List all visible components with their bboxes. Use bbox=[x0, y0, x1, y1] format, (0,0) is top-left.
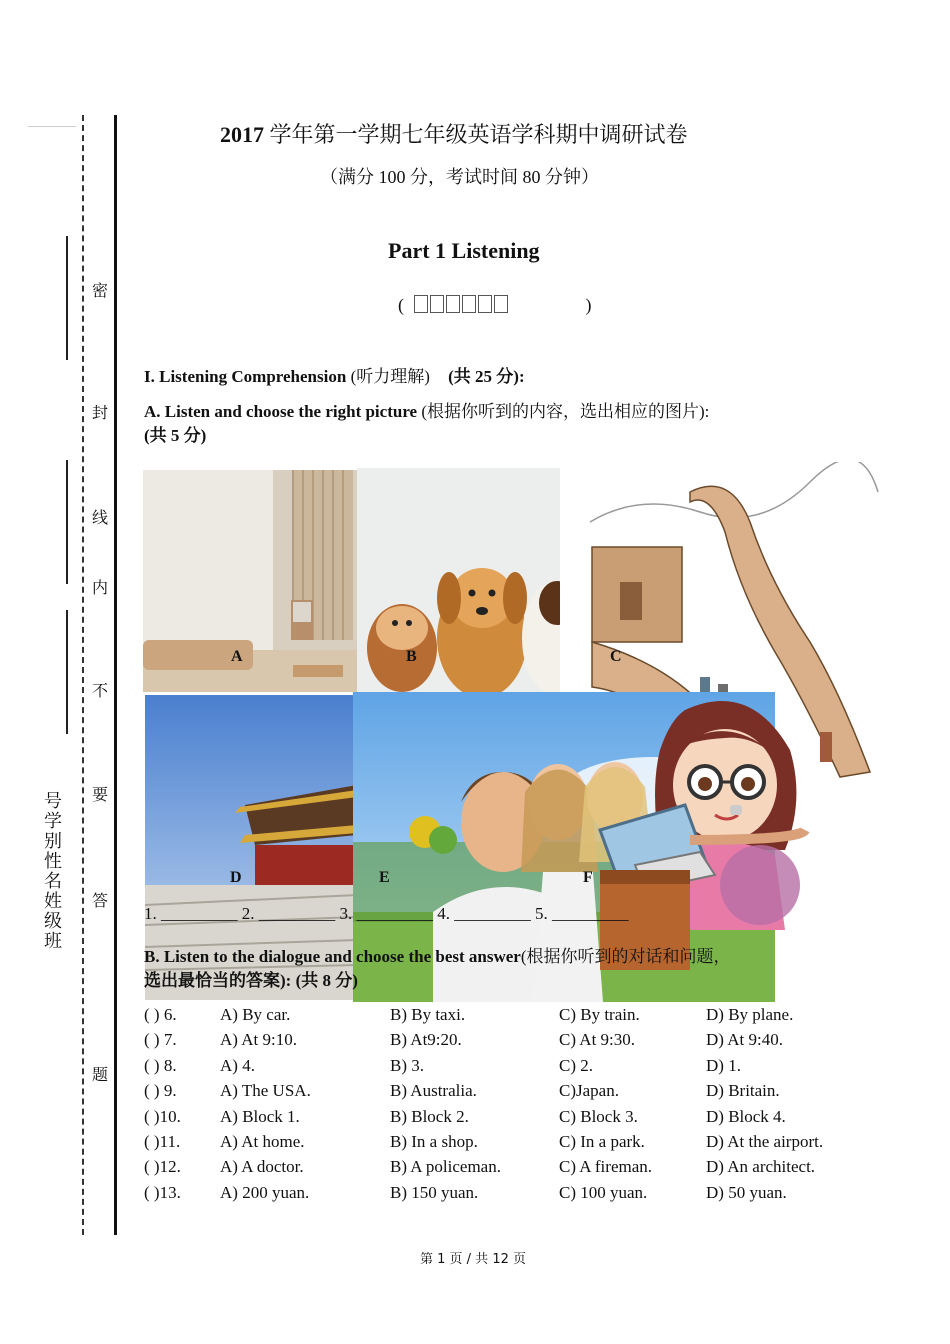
name-field-line-2 bbox=[66, 460, 68, 584]
answer-option-d: D) At 9:40. bbox=[706, 1030, 783, 1050]
picture-a-bedroom bbox=[143, 470, 357, 692]
question-number-bracket[interactable]: ( )12. bbox=[144, 1157, 181, 1177]
picture-label: B bbox=[406, 648, 417, 665]
section-b-heading: B. Listen to the dialogue and choose the best answer(根据你听到的对话和问题， bbox=[144, 947, 731, 966]
exam-title bbox=[220, 118, 688, 149]
question-number-bracket[interactable]: ( ) 9. bbox=[144, 1081, 177, 1101]
question-row bbox=[144, 1030, 864, 1052]
section-1-heading: I. Listening Comprehension (听力理解) (共 25 分): bbox=[144, 367, 525, 386]
answer-option-c: C) At 9:30. bbox=[559, 1030, 636, 1050]
answer-option-b: B) 3. bbox=[390, 1055, 424, 1075]
answer-option-c: C) 100 yuan. bbox=[559, 1182, 648, 1202]
part-title: Part 1 Listening bbox=[388, 238, 540, 263]
question-number-bracket[interactable]: ( ) 7. bbox=[144, 1030, 177, 1050]
answer-option-a: A) 200 yuan. bbox=[220, 1182, 310, 1202]
picture-label: E bbox=[379, 869, 390, 886]
seal-char: 要 bbox=[92, 785, 109, 804]
seal-char: 题 bbox=[92, 1065, 109, 1084]
answer-option-b: B) At9:20. bbox=[390, 1030, 462, 1050]
answer-option-d: D) 50 yuan. bbox=[706, 1182, 787, 1202]
question-row bbox=[144, 1132, 864, 1154]
name-field-line-1 bbox=[66, 236, 68, 360]
question-row bbox=[144, 1081, 864, 1103]
answer-option-d: D) Block 4. bbox=[706, 1106, 786, 1126]
answer-option-d: D) By plane. bbox=[706, 1005, 794, 1024]
answer-option-a: A) The USA. bbox=[220, 1081, 311, 1101]
seal-char: 不 bbox=[92, 681, 109, 700]
seal-char: 封 bbox=[92, 403, 109, 422]
question-number-bracket[interactable]: ( )11. bbox=[144, 1132, 181, 1151]
answer-option-a: A) At 9:10. bbox=[220, 1030, 297, 1050]
answer-option-a: A) A doctor. bbox=[220, 1157, 304, 1177]
answer-option-b: B) Australia. bbox=[390, 1081, 477, 1101]
question-number-bracket[interactable]: ( ) 8. bbox=[144, 1055, 177, 1075]
answer-option-b: B) By taxi. bbox=[390, 1005, 466, 1024]
seal-char: 密 bbox=[92, 281, 109, 300]
page-footer: 第 1 页 / 共 12 页 bbox=[420, 1252, 526, 1267]
answer-option-c: C) Block 3. bbox=[559, 1106, 638, 1126]
picture-answer-blanks[interactable]: 1. _________ 2. _________ 3. _________ 4. _________ 5. _________ bbox=[144, 904, 629, 923]
answer-option-b: B) A policeman. bbox=[390, 1157, 501, 1177]
answer-option-a: A) By car. bbox=[220, 1005, 291, 1024]
answer-option-d: D) Britain. bbox=[706, 1081, 780, 1101]
question-number-bracket[interactable]: ( )13. bbox=[144, 1182, 181, 1202]
answer-option-a: A) Block 1. bbox=[220, 1106, 300, 1126]
picture-b-dogs bbox=[357, 468, 560, 692]
binding-dashed-line bbox=[82, 115, 84, 1235]
picture-label: C bbox=[610, 648, 622, 665]
section-a-score: (共 5 分) bbox=[144, 426, 207, 445]
title-year: 2017 bbox=[220, 122, 264, 147]
name-field-line-3 bbox=[66, 610, 68, 734]
binding-solid-line bbox=[114, 115, 117, 1235]
seal-char: 答 bbox=[92, 891, 109, 910]
picture-label: A bbox=[231, 648, 243, 665]
title-text: 学年第一学期七年级英语学科期中调研试卷 bbox=[269, 122, 688, 147]
question-row bbox=[144, 1005, 864, 1027]
part-note: ( ) bbox=[398, 295, 594, 315]
answer-option-c: C) A fireman. bbox=[559, 1157, 653, 1177]
answer-option-d: D) At the airport. bbox=[706, 1132, 824, 1151]
answer-option-b: B) Block 2. bbox=[390, 1106, 469, 1126]
picture-label: D bbox=[230, 869, 242, 886]
answer-option-d: D) 1. bbox=[706, 1055, 741, 1075]
answer-option-c: C) In a park. bbox=[559, 1132, 645, 1151]
picture-label: F bbox=[583, 869, 593, 886]
question-row bbox=[144, 1056, 864, 1078]
answer-option-c: C) By train. bbox=[559, 1005, 640, 1024]
answer-option-c: C)Japan. bbox=[559, 1081, 619, 1101]
answer-option-a: A) At home. bbox=[220, 1132, 305, 1151]
question-row bbox=[144, 1183, 864, 1205]
section-b-heading-line2: 选出最恰当的答案): (共 8 分) bbox=[144, 971, 358, 990]
answer-option-b: B) 150 yuan. bbox=[390, 1182, 479, 1202]
question-row bbox=[144, 1157, 864, 1179]
section-a-heading: A. Listen and choose the right picture (根据你听到的内容，选出相应的图片): bbox=[144, 402, 710, 421]
picture-f-girl-laptop bbox=[590, 690, 815, 970]
question-number-bracket[interactable]: ( )10. bbox=[144, 1106, 181, 1126]
answer-option-c: C) 2. bbox=[559, 1055, 593, 1075]
seal-char: 线 bbox=[92, 508, 109, 527]
answer-option-a: A) 4. bbox=[220, 1055, 255, 1075]
exam-subtitle: （满分 100 分，考试时间 80 分钟） bbox=[320, 167, 599, 187]
seal-char: 内 bbox=[92, 578, 109, 597]
answer-option-b: B) In a shop. bbox=[390, 1132, 478, 1151]
margin-top-rule bbox=[28, 126, 76, 127]
student-info-labels: 号学别性名姓级班 bbox=[44, 791, 62, 952]
answer-option-d: D) An architect. bbox=[706, 1157, 816, 1177]
question-row bbox=[144, 1107, 864, 1129]
question-number-bracket[interactable]: ( ) 6. bbox=[144, 1005, 177, 1024]
